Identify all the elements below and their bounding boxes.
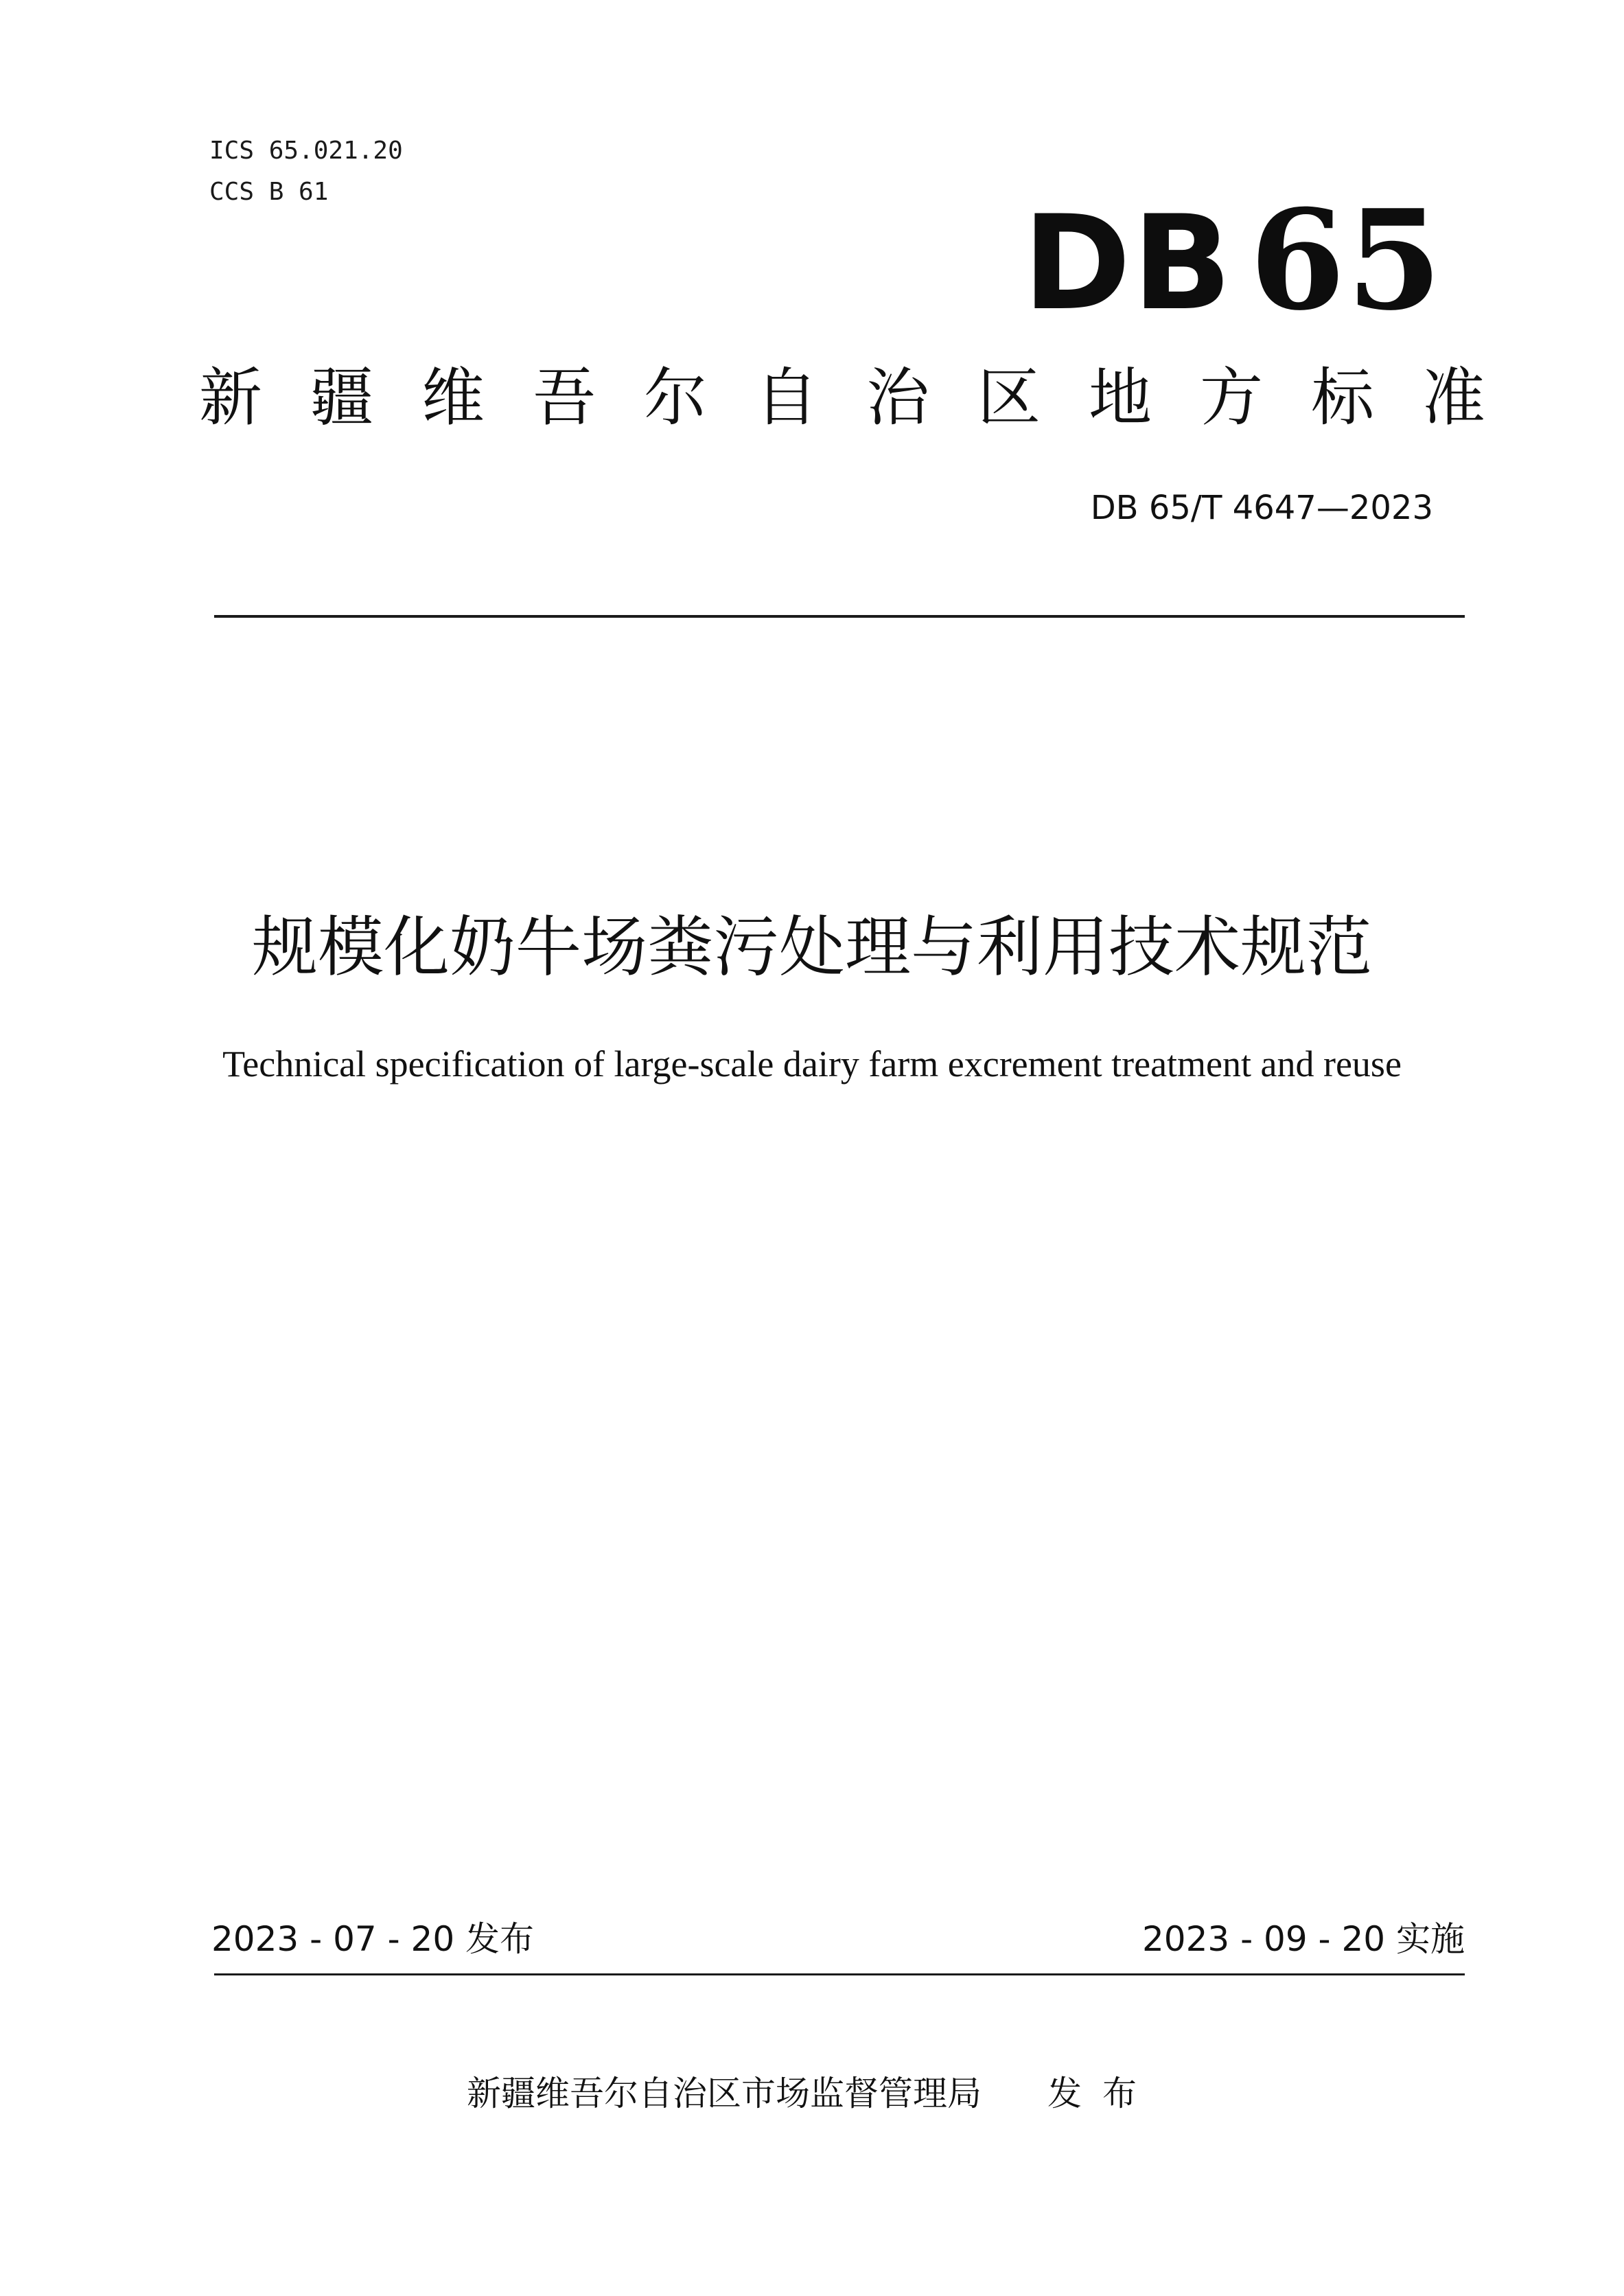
document-title-en: Technical specification of large-scale dairy farm excrement treatment and reuse xyxy=(222,1043,1402,1085)
effective-date: 2023 - 09 - 20 实施 xyxy=(1141,1919,1465,1959)
header-divider xyxy=(214,615,1465,618)
publisher-line xyxy=(0,2066,1624,2121)
ccs-code: CCS B 61 xyxy=(209,178,329,206)
standard-type-heading: 新疆维吾尔自治区地方标准 xyxy=(199,361,1534,434)
classification-codes xyxy=(209,130,403,213)
logo-digits: 65 xyxy=(1249,180,1443,341)
issue-date: 2023 - 07 - 20 发布 xyxy=(211,1919,535,1959)
publisher-name: 新疆维吾尔自治区市场监督管理局 xyxy=(467,2074,982,2113)
standard-number: DB 65/T 4647—2023 xyxy=(1090,489,1433,527)
document-title-zh: 规模化奶牛场粪污处理与利用技术规范 xyxy=(252,909,1372,986)
db65-logo xyxy=(1023,180,1443,341)
publisher-action: 发布 xyxy=(1047,2074,1157,2113)
logo-letters: DB xyxy=(1023,187,1233,339)
footer-divider xyxy=(214,1973,1465,1975)
ics-code: ICS 65.021.20 xyxy=(209,137,403,165)
